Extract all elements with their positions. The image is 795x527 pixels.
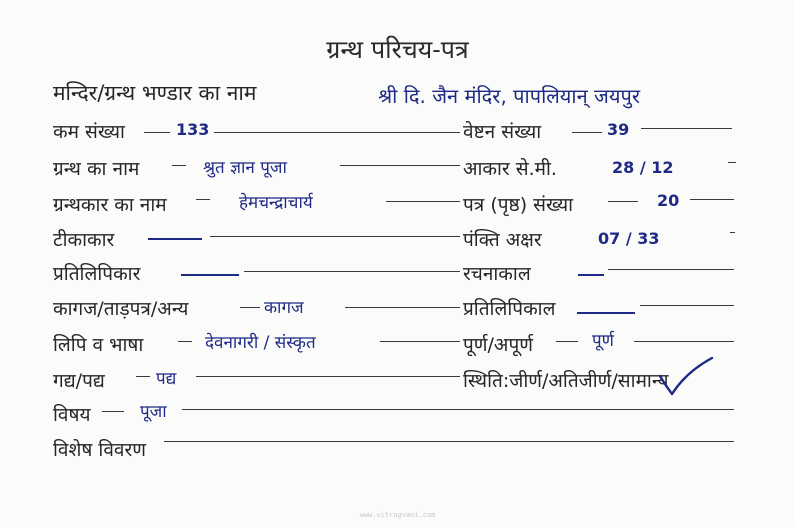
granth-naam-label: ग्रन्थ का नाम xyxy=(53,158,140,180)
temple-name-label: मन्दिर/ग्रन्थ भण्डार का नाम xyxy=(53,81,257,105)
poorn-apoorn-label: पूर्ण/अपूर्ण xyxy=(463,334,533,356)
granth-naam-value: श्रुत ज्ञान पूजा xyxy=(203,158,287,178)
lipi-bhasha-value: देवनागरी / संस्कृत xyxy=(205,333,316,353)
rachnakal-blank-dash xyxy=(578,274,604,276)
aakaar-label: आकार से.मी. xyxy=(463,158,557,180)
card-title: ग्रन्थ परिचय-पत्र xyxy=(326,35,469,64)
pratilipikal-label: प्रतिलिपिकाल xyxy=(463,298,556,320)
kagaz-label: कागज/ताड़पत्र/अन्य xyxy=(53,298,189,320)
vishesh-vivaran-label: विशेष विवरण xyxy=(53,439,146,461)
gadya-padya-value: पद्य xyxy=(156,369,177,389)
veshtan-sankhya-label: वेष्टन संख्या xyxy=(463,121,542,143)
granthkar-label: ग्रन्थकार का नाम xyxy=(53,194,167,216)
teekakar-label: टीकाकार xyxy=(53,229,115,251)
poorn-apoorn-value: पूर्ण xyxy=(592,331,614,351)
watermark: www.vitragvani.com xyxy=(359,511,436,519)
gadya-padya-label: गद्य/पद्य xyxy=(53,370,105,392)
lipi-bhasha-label: लिपि व भाषा xyxy=(53,334,144,356)
vishay-label: विषय xyxy=(53,404,91,426)
samanya-check-mark-icon xyxy=(656,356,716,398)
rachnakal-label: रचनाकाल xyxy=(463,263,531,285)
temple-name-value: श्री दि. जैन मंदिर, पापलियान् जयपुर xyxy=(378,84,641,108)
pankti-akshar-value: 07 / 33 xyxy=(598,229,660,248)
pankti-akshar-label: पंक्ति अक्षर xyxy=(463,229,542,251)
patra-sankhya-value: 20 xyxy=(657,191,680,210)
kram-sankhya-label: कम संख्या xyxy=(53,121,125,143)
pratilipikar-label: प्रतिलिपिकार xyxy=(53,263,141,285)
aakaar-value: 28 / 12 xyxy=(612,158,674,177)
pratilipikar-blank-dash xyxy=(181,274,239,276)
veshtan-sankhya-value: 39 xyxy=(607,120,630,139)
granthkar-value: हेमचन्द्राचार्य xyxy=(239,193,313,213)
kagaz-value: कागज xyxy=(264,298,304,318)
kram-sankhya-value: 133 xyxy=(176,120,210,139)
patra-sankhya-label: पत्र (पृष्ठ) संख्या xyxy=(463,194,574,216)
teekakar-blank-dash xyxy=(148,238,202,240)
vishay-value: पूजा xyxy=(140,402,167,422)
sthiti-label: स्थिति:जीर्ण/अतिजीर्ण/सामान्य xyxy=(463,370,669,392)
pratilipikal-blank-dash xyxy=(577,312,635,314)
